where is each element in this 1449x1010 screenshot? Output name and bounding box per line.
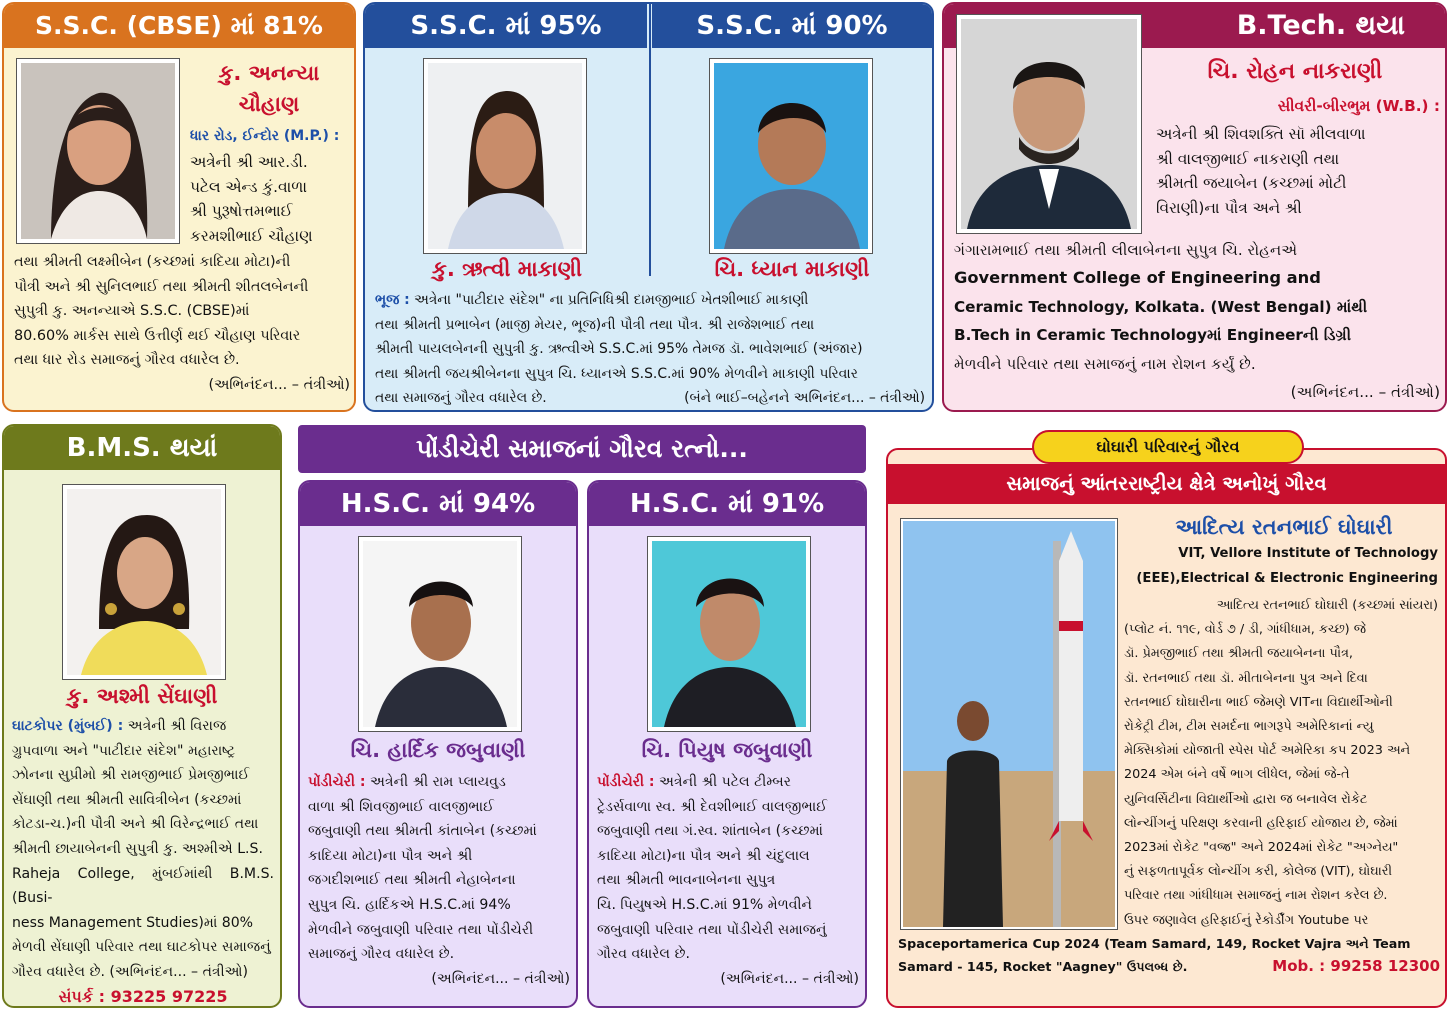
description: ગંગારામભાઈ તથા શ્રીમતી લીલાબેનના સુપુત્ર ચિ. રોહનએ Government College of Engineering and Ceramic Technology, Kolkata. (West Bengal) માંથી B.Tech in Ceramic Technologyમાં Engineerની ડિગ્રી મેળવીને પરિવાર તથા સમાજનું નામ રોશન કર્યું છે. (અભિનંદન... – તંત્રીઓ)	[954, 236, 1440, 406]
description: ઘાટકોપર (મુંબઈ) : અત્રેની શ્રી વિરાજ ગ્રુપવાળા અને "પાટીદાર સંદેશ" મહારાષ્ટ્ર ઝોનના સુપ્રીમો શ્રી રામજીભાઈ પ્રેમજીભાઈ સેંઘાણી તથા શ્રીમતી સાવિત્રીબેન (કચ્છમાં કોટડા-ચ.)ની પૌત્રી અને શ્રી વિરેન્દ્રભાઈ તથા શ્રીમતી છાયાબેનની સુપુત્રી કુ. અશ્મીએ L.S. Raheja College, મુંબઈમાંથી B.M.S. (Busi- ness Management Studies)માં 80% મેળવી સેંઘાણી પરિવાર તથા ઘાટકોપર સમાજનું ગૌરવ વધારેલ છે. (અભિનંદન... – તંત્રીઓ) સંપર્ક : 93225 97225	[12, 714, 274, 1008]
portrait-photo-icon	[428, 63, 582, 249]
description-top: અત્રેની શ્રી શિવશક્તિ સૉ મીલવાળા શ્રી વાલજીભાઈ નાકરાણી તથા શ્રીમતી જયાબેન (કચ્છમાં મોટી વિરાણી)ના પૌત્ર અને શ્રી	[1156, 125, 1366, 217]
panel-header: B.Tech. થયા	[944, 4, 1445, 48]
portrait-photo-icon	[961, 19, 1137, 229]
description: આદિત્ય રતનભાઈ ઘોઘારી (કચ્છમાં સાંયરા) (પ્લોટ નં. ૧૧૯, વોર્ડ ૭ / ડી, ગાંધીધામ, કચ્છ) જે ડૉ. પ્રેમજીભાઈ તથા શ્રીમતી જયાબેનના પૌત્ર, ડૉ. રતનભાઈ તથા ડૉ. મીતાબેનના પુત્ર અને દિવા રતનભાઈ ઘોઘારીના ભાઈ જેમણે VITના વિદ્યાર્થીઓની રોકેટ્રી ટીમ, ટીમ સમર્દના ભાગરૂપે અમેરિકાનાં ન્યુ મેક્સિકોમાં યોજાતી સ્પેસ પોર્ટ અમેરિકા કપ 2023 અને 2024 એમ બંને વર્ષે ભાગ લીધેલ, જેમાં જે-તે યુનિવર્સિટીના વિદ્યાર્થીઓ દ્વારા જ બનાવેલ રોકેટ લોન્ચીંગનું પરિક્ષણ કરવાની હરિફાઈ યોજાય છે, જેમાં 2023માં રોકેટ "વજ્ર" અને 2024માં રોકેટ "અગ્નેય" નું સફળતાપૂર્વક લોન્ચીંગ કરી, કોલેજ (VIT), ઘોઘારી પરિવાર તથા ગાંધીધામ સમાજનું નામ રોશન કરેલ છે. ઉપર જણાવેલ હરિફાઈનું રેકોર્ડીંગ Youtube પર	[1124, 598, 1438, 928]
student-name: ચિ. હાર્દિક જબુવાણી	[350, 738, 526, 762]
place-label: પોંડીચેરી :	[308, 774, 366, 790]
portrait-photo	[358, 536, 522, 732]
student-name: આદિત્ય રતનભાઈ ઘોઘારી	[1175, 515, 1393, 539]
portrait-photo-icon	[67, 489, 221, 675]
place-label: ઘાટકોપર (મુંબઈ) :	[12, 718, 124, 734]
portrait-photo-icon	[652, 541, 806, 727]
pondicherry-banner: પોંડીચેરી સમાજનાં ગૌરવ રત્નો...	[298, 425, 866, 473]
description-bottom: Spaceportamerica Cup 2024 (Team Samard, 149, Rocket Vajra અને Team Samard - 145, Rocket "Aagney" ઉપલબ્ધ છે. Mob. : 99258 12300	[898, 932, 1440, 978]
place-label: ભૂજ :	[375, 292, 410, 308]
contact-number: સંપર્ક : 93225 97225	[58, 986, 228, 1006]
portrait-photo-icon	[714, 63, 868, 249]
panel-header: સમાજનું આંતરરાષ્ટ્રીય ક્ષેત્રે અનોખું ગૌરવ	[888, 464, 1445, 504]
family-badge: ઘોઘારી પરિવારનું ગૌરવ	[1032, 430, 1304, 464]
divider	[649, 4, 651, 276]
panel-header: H.S.C. માં 91%	[589, 482, 865, 526]
description: પોંડીચેરી : અત્રેની શ્રી રામ પ્લાયવુડ વાળા શ્રી શિવજીભાઈ વાલજીભાઈ જબુવાણી તથા શ્રીમતી કાંતાબેન (કચ્છમાં કાદિયા મોટા)ના પૌત્ર અને શ્રી જગદીશભાઈ તથા શ્રીમતી નેહાબેનના સુપુત્ર ચિ. હાર્દિકએ H.S.C.માં 94% મેળવીને જબુવાણી પરિવાર તથા પોંડીચેરી સમાજનું ગૌરવ વધારેલ છે. (અભિનંદન... – તંત્રીઓ)	[308, 770, 570, 991]
panel-header-left: S.S.C. માં 95%	[365, 4, 647, 48]
description-top: અત્રેની શ્રી આર.ડી. પટેલ એન્ડ કું.વાળા શ્રી પુરૂષોત્તમભાઈ કરમશીભાઈ ચૌહાણ	[190, 153, 313, 245]
portrait-photo	[956, 14, 1142, 234]
panel-ssc-makani	[363, 2, 934, 412]
portrait-photo	[16, 58, 180, 244]
portrait-photo-left	[423, 58, 587, 254]
description: ભૂજ : અત્રેના "પાટીદાર સંદેશ" ના પ્રતિનિધિશ્રી દામજીભાઈ ખેતશીભાઈ માકાણી તથા શ્રીમતી પ્રભાબેન (માજી મેયર, ભૂજ)ની પૌત્રી તથા પૌત્ર. શ્રી રાજેશભાઈ તથા શ્રીમતી પાયલબેનની સુપુત્રી કુ. ઋત્વીએ S.S.C.માં 95% તેમજ ડૉ. ભાવેશભાઈ (અંજાર) તથા શ્રીમતી જયશ્રીબેનના સુપુત્ર ચિ. ધ્યાનએ S.S.C.માં 90% મેળવીને માકાણી પરિવાર તથા સમાજનું ગૌરવ વધારેલ છે. (બંને ભાઈ–બહેનને અભિનંદન... – તંત્રીઓ)	[375, 288, 925, 411]
portrait-photo-right	[709, 58, 873, 254]
description: પોંડીચેરી : અત્રેની શ્રી પટેલ ટીમ્બર ટ્રેડર્સવાળા સ્વ. શ્રી દેવશીભાઈ વાલજીભાઈ જબુવાણી તથા ગં.સ્વ. શાંતાબેન (કચ્છમાં કાદિયા મોટા)ના પૌત્ર અને શ્રી ચંદુલાલ તથા શ્રીમતી ભાવનાબેનના સુપુત્ર ચિ. પિયુષએ H.S.C.માં 91% મેળવીને જબુવાણી પરિવાર તથા પોંડીચેરી સમાજનું ગૌરવ વધારેલ છે. (અભિનંદન... – તંત્રીઓ)	[597, 770, 859, 991]
panel-hsc-hardik	[298, 480, 578, 1008]
panel-ssc-cbse	[2, 2, 356, 412]
place-label: પોંડીચેરી :	[597, 774, 655, 790]
rocket-photo-icon	[903, 521, 1115, 927]
student-name: ચિ. પિયુષ જબુવાણી	[641, 738, 813, 762]
student-name: ચિ. રોહન નાકરાણી	[1207, 59, 1383, 84]
rocket-photo	[900, 518, 1118, 930]
panel-header: B.M.S. થયાં	[4, 426, 280, 470]
panel-header: S.S.C. (CBSE) માં 81%	[4, 4, 354, 48]
signoff: (અભિનંદન... – તંત્રીઓ)	[208, 376, 350, 393]
portrait-photo-icon	[21, 63, 175, 239]
portrait-photo	[647, 536, 811, 732]
student-name-left: કુ. ઋત્વી માકાણી	[432, 257, 582, 281]
signoff: (બંને ભાઈ–બહેનને અભિનંદન... – તંત્રીઓ)	[684, 390, 925, 407]
mobile-number: Mob. : 99258 12300	[1272, 957, 1440, 975]
signoff: (અભિનંદન... – તંત્રીઓ)	[1290, 383, 1440, 402]
student-name: કુ. અશ્મી સેંઘાણી	[66, 684, 218, 708]
signoff: (અભિનંદન... – તંત્રીઓ)	[720, 970, 859, 987]
student-name: કુ. અનન્યા ચૌહાણ	[218, 61, 320, 116]
portrait-photo-icon	[363, 541, 517, 727]
place-label: ધાર રોડ, ઈન્દોર (M.P.) :	[190, 128, 340, 144]
place-label: સીવરી-બીરભુમ (W.B.) :	[1277, 97, 1440, 115]
panel-header-right: S.S.C. માં 90%	[652, 4, 932, 48]
panel-btech	[942, 2, 1447, 412]
institute: VIT, Vellore Institute of Technology (EEE),Electrical & Electronic Engineering	[1136, 546, 1438, 586]
signoff: (અભિનંદન... – તંત્રીઓ)	[431, 970, 570, 987]
panel-hsc-piyush	[587, 480, 867, 1008]
panel-ghoghari	[886, 448, 1447, 1008]
student-name-right: ચિ. ધ્યાન માકાણી	[714, 257, 870, 281]
panel-bms	[2, 424, 282, 1008]
panel-header: H.S.C. માં 94%	[300, 482, 576, 526]
portrait-photo	[62, 484, 226, 680]
description: તથા શ્રીમતી લક્ષ્મીબેન (કચ્છમાં કાદિયા મોટા)ની પૌત્રી અને શ્રી સુનિલભાઈ તથા શ્રીમતી શીતલબેનની સુપુત્રી કુ. અનન્યાએ S.S.C. (CBSE)માં 80.60% માર્કસ સાથે ઉત્તીર્ણ થઈ ચૌહાણ પરિવાર તથા ધાર રોડ સમાજનું ગૌરવ વધારેલ છે. (અભિનંદન... – તંત્રીઓ)	[14, 250, 350, 398]
